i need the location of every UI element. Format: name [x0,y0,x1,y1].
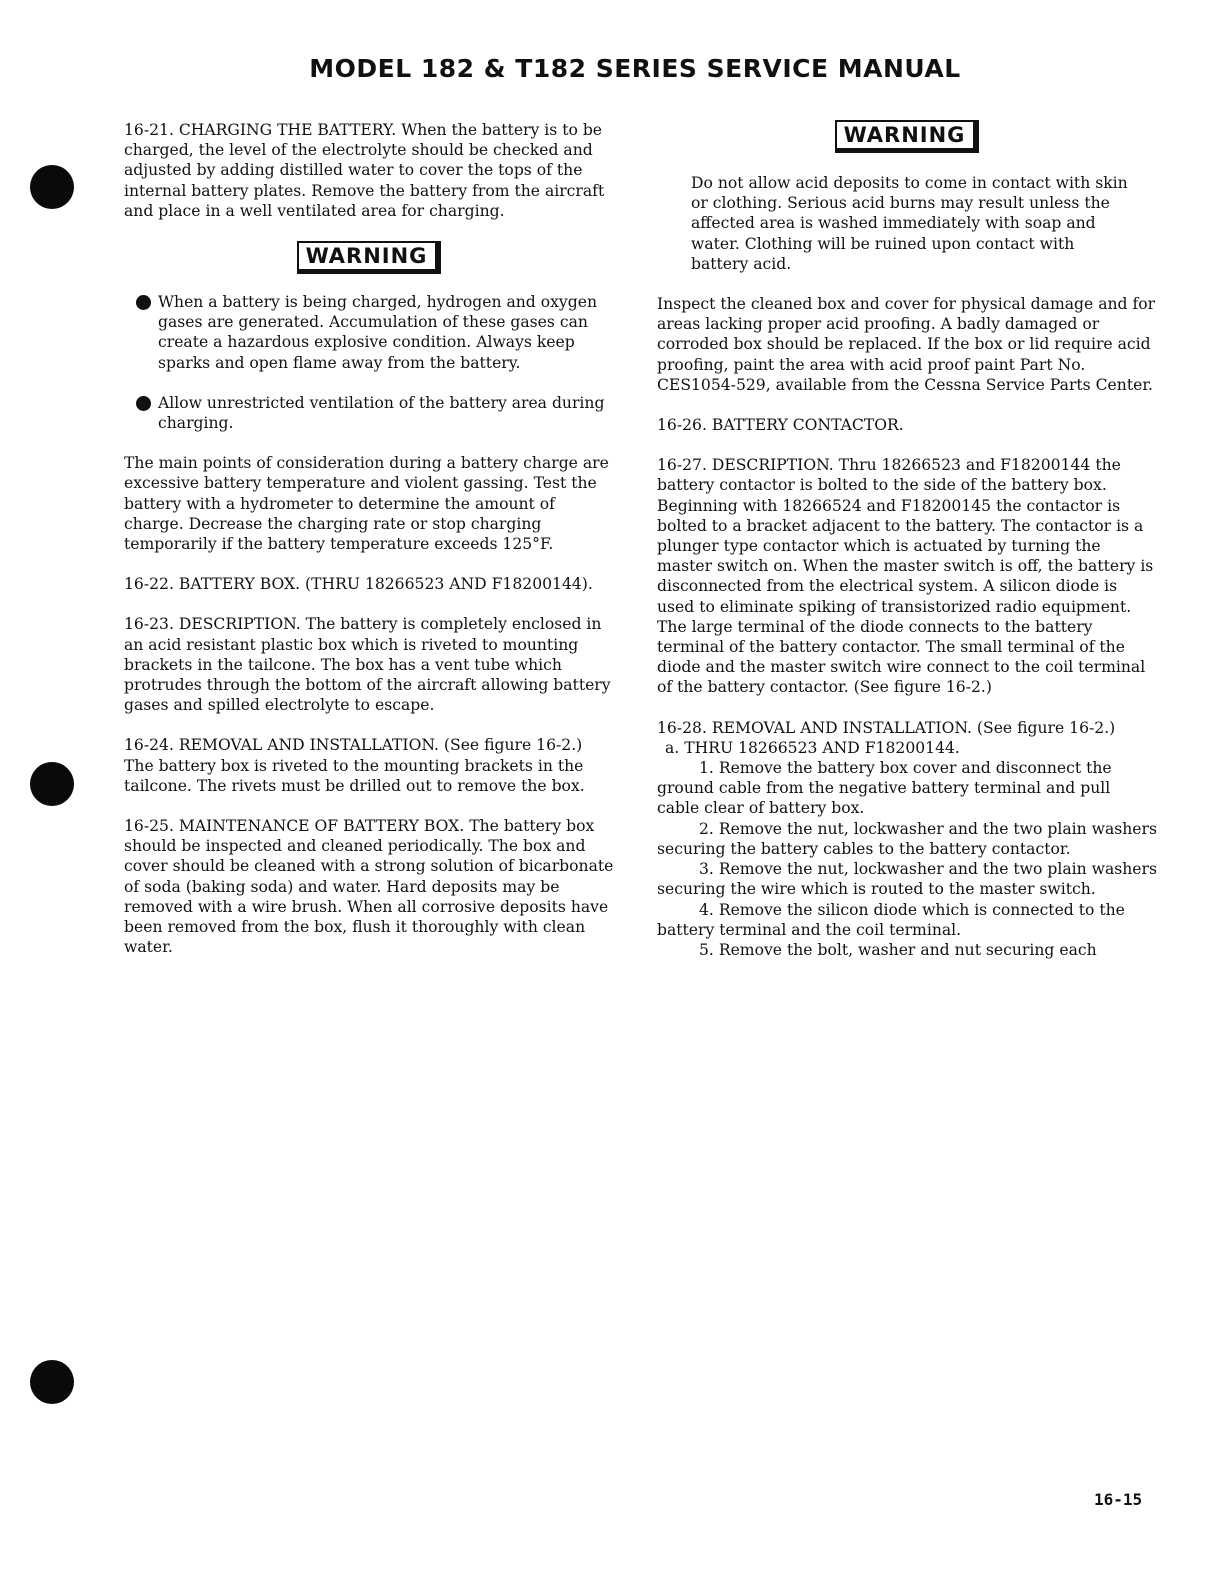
right-column [657,120,1157,960]
section-16-24: 16-24. REMOVAL AND INSTALLATION. (See figure 16-2.) The battery box is riveted to the mounting brackets in the tailcone. The rivets must be drilled out to remove the box. [124,736,585,795]
binder-hole-top [30,165,74,209]
step-a: a. THRU 18266523 AND F18200144. [665,738,960,757]
binder-hole-bottom [30,1360,74,1404]
warning-label: WARNING [297,241,442,274]
bullet-text: When a battery is being charged, hydrogen and oxygen gases are generated. Accumulation of these gases can create a hazardous explosive condition. Always keep sparks and open flame away from the battery. [158,293,597,372]
warning-box-left [124,241,614,274]
left-column [124,120,614,978]
section-16-21: 16-21. CHARGING THE BATTERY. When the battery is to be charged, the level of the electrolyte should be checked and adjusted by adding distilled water to cover the tops of the internal battery plates. Remove the battery from the aircraft and place in a well ventilated area for charging. [124,121,605,220]
page-number: 16-15 [1094,1490,1143,1509]
step-2: 2. Remove the nut, lockwasher and the two plain washers securing the battery cables to the battery contactor. [657,819,1157,858]
charging-considerations: The main points of consideration during a battery charge are excessive battery temperature and violent gassing. Test the battery with a hydrometer to determine the amount of charge. Decrease the charging rate or stop charging temporarily if the battery temperature exceeds 125°F. [124,454,609,554]
section-16-27: 16-27. DESCRIPTION. Thru 18266523 and F18200144 the battery contactor is bolted to the side of the battery box. Beginning with 18266524 and F18200145 the contactor is bolted to a bracket adjacent to the battery. The contactor is a plunger type contactor which is actuated by turning the master switch on. When the master switch is off, the battery is disconnected from the electrical system. A silicon diode is used to eliminate spiking of transistorized radio equipment. The large terminal of the diode connects to the battery terminal of the battery contactor. The small terminal of the diode and the master switch wire connect to the coil terminal of the battery contactor. (See figure 16-2.) [657,456,1154,697]
warning-label: WARNING [835,120,980,153]
section-16-23: 16-23. DESCRIPTION. The battery is completely enclosed in an acid resistant plastic box which is riveted to mounting brackets in the tailcone. The box has a vent tube which protrudes through the bottom of the aircraft allowing battery gases and spilled electrolyte to escape. [124,615,611,715]
warning-bullet-2 [124,393,614,433]
bullet-icon [136,396,151,411]
binder-hole-middle [30,762,74,806]
section-16-25: 16-25. MAINTENANCE OF BATTERY BOX. The battery box should be inspected and cleaned periodically. The box and cover should be cleaned with a strong solution of bicarbonate of soda (baking soda) and water. Hard deposits may be removed with a wire brush. When all corrosive deposits have been removed from the box, flush it thoroughly with clean water. [124,817,614,957]
section-16-26: 16-26. BATTERY CONTACTOR. [657,416,904,435]
section-16-22: 16-22. BATTERY BOX. (THRU 18266523 AND F18200144). [124,575,593,594]
acid-warning-text: Do not allow acid deposits to come in contact with skin or clothing. Serious acid burns may result unless the affected area is washed immediately with soap and water. Clothing will be ruined upon contact with battery acid. [691,174,1128,273]
step-4: 4. Remove the silicon diode which is connected to the battery terminal and the coil terminal. [657,900,1125,939]
page-title: MODEL 182 & T182 SERIES SERVICE MANUAL [309,54,961,83]
inspect-box-paragraph: Inspect the cleaned box and cover for physical damage and for areas lacking proper acid proofing. A badly damaged or corroded box should be replaced. If the box or lid require acid proofing, paint the area with acid proof paint Part No. CES1054-529, available from the Cessna Service Parts Center. [657,295,1156,394]
step-1: 1. Remove the battery box cover and disconnect the ground cable from the negative battery terminal and pull cable clear of battery box. [657,759,1112,818]
step-5: 5. Remove the bolt, washer and nut securing each [699,940,1097,959]
warning-bullet-1 [124,292,614,373]
section-16-28: 16-28. REMOVAL AND INSTALLATION. (See figure 16-2.) [657,718,1116,737]
warning-box-right [657,120,1157,153]
step-3: 3. Remove the nut, lockwasher and the two plain washers securing the wire which is routed to the master switch. [657,860,1157,899]
bullet-icon [136,295,151,310]
bullet-text: Allow unrestricted ventilation of the battery area during charging. [158,393,605,433]
